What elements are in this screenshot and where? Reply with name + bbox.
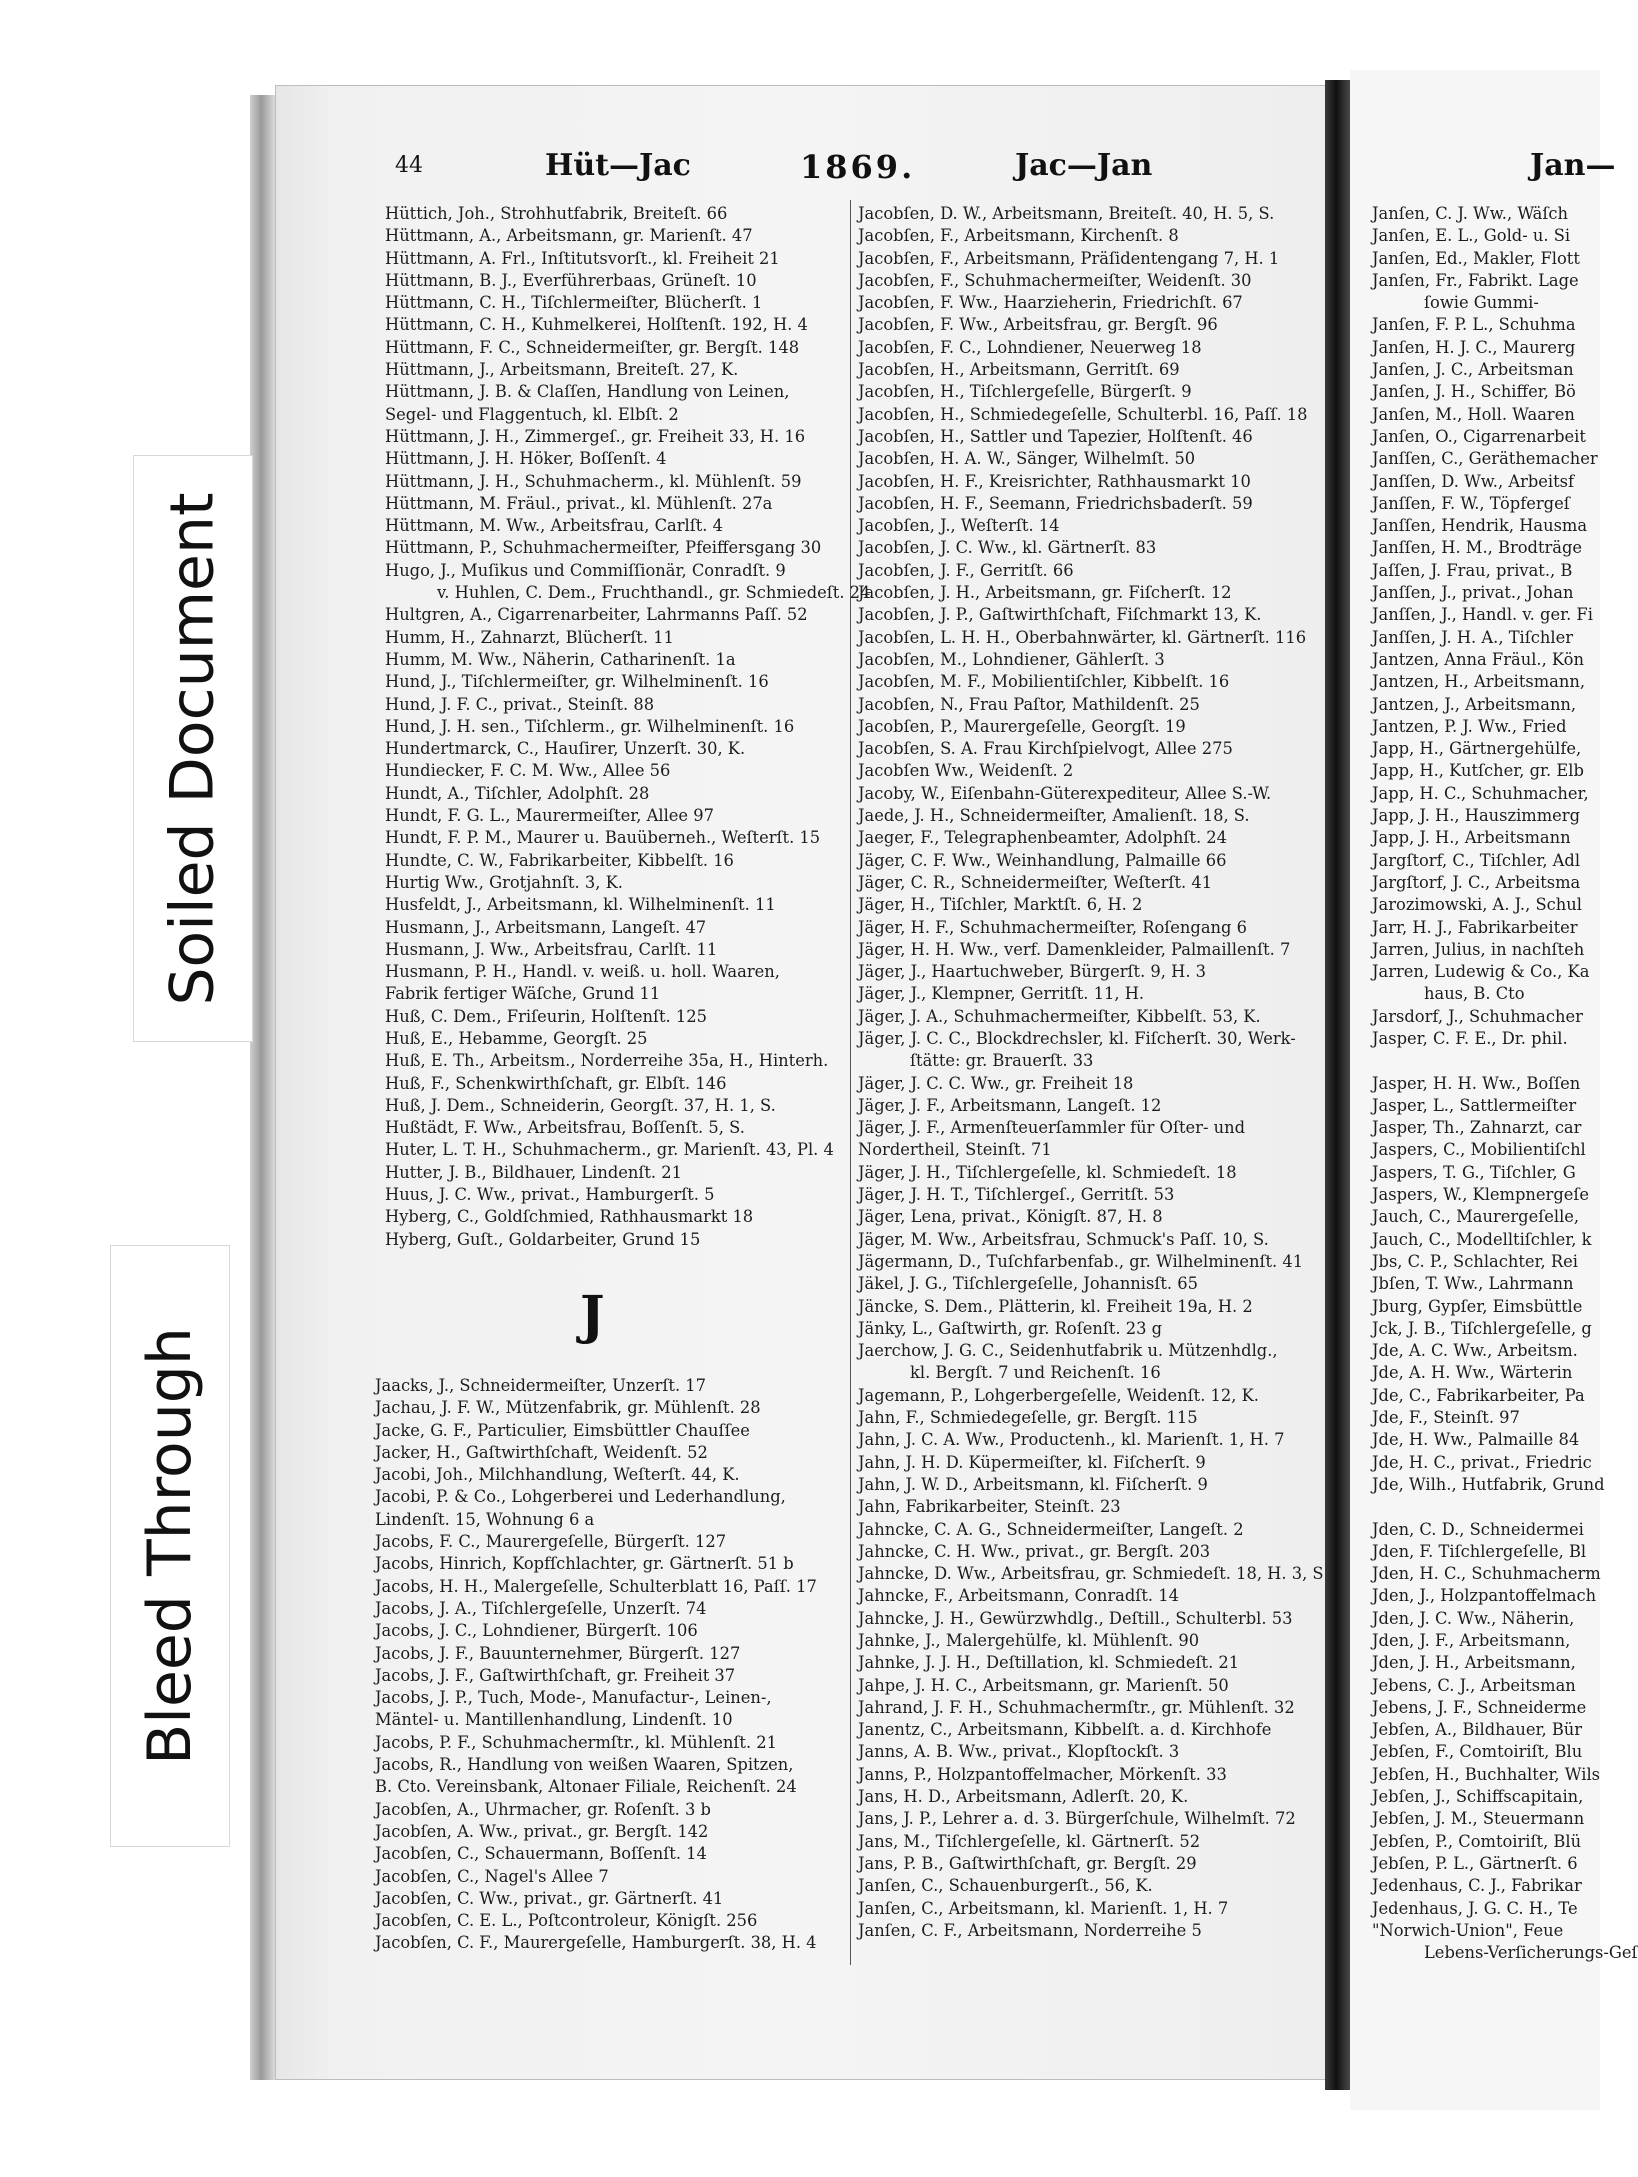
directory-entry: Hüttmann, M. Ww., Arbeitsfrau, Carlſt. 4 [385,516,724,536]
directory-entry: Jasper, H. H. Ww., Boſſen [1372,1073,1581,1093]
directory-entry: Jantzen, Anna Fräul., Kön [1372,649,1584,669]
directory-entry: Jahn, J. W. D., Arbeitsmann, kl. Fiſcherſt. 9 [858,1474,1208,1494]
directory-entry: Jacobs, J. F., Bauunternehmer, Bürgerſt. 127 [375,1643,741,1663]
directory-entry: "Norwich-Union", Feue [1372,1920,1564,1940]
directory-entry: Jantzen, H., Arbeitsmann, [1372,672,1586,692]
directory-entry: Husmann, J. Ww., Arbeitsfrau, Carlſt. 11 [385,939,718,959]
directory-entry: Jahncke, J. H., Gewürzwhdlg., Deſtill., Schulterbl. 53 [858,1608,1293,1628]
directory-entry: Jacobſen, N., Frau Paſtor, Mathildenſt. 25 [858,694,1200,714]
directory-entry: Jebens, J. F., Schneiderme [1372,1697,1587,1717]
directory-entry: Jaspers, W., Klempnergeſe [1372,1185,1590,1205]
directory-entry: Jahncke, D. Ww., Arbeitsfrau, gr. Schmiedeſt. 18, H. 3, S [858,1564,1324,1584]
directory-entry: Jänky, L., Gaſtwirth, gr. Roſenſt. 23 g [858,1318,1163,1338]
directory-entry: Jde, C., Fabrikarbeiter, Pa [1372,1385,1585,1405]
directory-entry: Hüttmann, M. Fräul., privat., kl. Mühlenſt. 27a [385,493,773,513]
directory-entry: Janſen, O., Cigarrenarbeit [1372,426,1586,446]
directory-entry: v. Huhlen, C. Dem., Fruchthandl., gr. Schmiedeſt. 24 [437,583,871,603]
directory-entry: Hüttmann, P., Schuhmachermeiſter, Pfeiffersgang 30 [385,538,822,558]
directory-entry: Jans, H. D., Arbeitsmann, Adlerſt. 20, K. [858,1787,1189,1807]
directory-entry: Janſen, C. J. Ww., Wäſch [1372,204,1568,223]
directory-entry: Jacobs, J. P., Tuch, Mode-, Manufactur-, Leinen-, [375,1688,772,1708]
directory-entry: Jebſen, J., Schiffscapitain, [1372,1787,1584,1807]
directory-entry: Jde, H. C., privat., Friedric [1372,1452,1592,1472]
directory-entry: Hüttmann, J. H. Höker, Boſſenſt. 4 [385,449,667,469]
directory-entry: Huß, E. Th., Arbeitsm., Norderreihe 35a, H., Hinterh. [385,1051,829,1071]
directory-entry: Janſen, C., Schauenburgerſt., 56, K. [858,1876,1153,1896]
directory-entry: Jahn, F., Schmiedegeſelle, gr. Bergſt. 115 [858,1408,1198,1428]
directory-entry: Hurtig Ww., Grotjahnſt. 3, K. [385,872,623,892]
directory-entry: Jacobſen, H. F., Kreisrichter, Rathhausmarkt 10 [858,471,1251,491]
directory-entry: Janns, A. B. Ww., privat., Klopſtockſt. 3 [858,1742,1180,1762]
directory-entry: Jahrand, J. F. H., Schuhmachermſtr., gr. Mühlenſt. 32 [858,1697,1295,1717]
directory-entry: Jäkel, J. G., Tiſchlergeſelle, Johannisſt. 65 [858,1274,1198,1294]
directory-entry: Hüttmann, B. J., Everführerbaas, Grüneſt. 10 [385,270,757,290]
directory-entry: Husmann, P. H., Handl. v. weiß. u. holl. Waaren, [385,962,780,982]
directory-entry: Jäger, J. C. C., Blockdrechsler, kl. Fiſcherſt. 30, Werk- [858,1028,1296,1048]
directory-entry: Jedenhaus, J. G. C. H., Te [1372,1898,1578,1918]
next-page-range-header: Jan— [1530,148,1616,183]
directory-entry: Hüttich, Joh., Strohhutfabrik, Breiteſt. 66 [385,204,728,223]
directory-entry: Jäger, J. A., Schuhmachermeiſter, Kibbelſt. 53, K. [858,1006,1261,1026]
directory-entry: Janſen, Ed., Makler, Flott [1372,248,1580,268]
directory-entry: Janſen, J. C., Arbeitsman [1372,360,1574,380]
directory-entry: Huß, J. Dem., Schneiderin, Georgſt. 37, H. 1, S. [385,1095,776,1115]
column-right-partial [1372,203,1638,1964]
directory-entry: Jacobſen, F. C., Lohndiener, Neuerweg 18 [858,337,1202,357]
directory-entry: Japp, J. H., Arbeitsmann [1372,828,1571,848]
directory-entry: Humm, M. Ww., Näherin, Catharinenſt. 1a [385,649,736,669]
directory-entry: Jacobſen, J. H., Arbeitsmann, gr. Fiſcherſt. 12 [858,583,1232,603]
directory-entry: Jasper, C. F. E., Dr. phil. [1372,1028,1568,1048]
directory-entry: Jden, J. H., Arbeitsmann, [1372,1653,1576,1673]
directory-entry: Jacker, H., Gaſtwirthſchaft, Weidenſt. 52 [375,1442,708,1462]
directory-entry: Jacobs, Hinrich, Kopfſchlachter, gr. Gärtnerſt. 51 b [375,1554,794,1574]
directory-entry: Hundt, F. P. M., Maurer u. Bauüberneh., Weſterſt. 15 [385,828,821,848]
directory-entry: Jden, C. D., Schneidermei [1372,1519,1584,1539]
directory-entry: Japp, H., Gärtnergehülfe, [1372,739,1582,759]
directory-entry: Hundertmarck, C., Hauſirer, Unzerſt. 30, K. [385,739,746,759]
directory-entry: Jacobs, F. C., Maurergeſelle, Bürgerſt. 127 [375,1532,727,1552]
directory-entry: Hüttmann, A. Frl., Inſtitutsvorſt., kl. Freiheit 21 [385,248,780,268]
directory-entry: Hund, J., Tiſchlermeiſter, gr. Wilhelminenſt. 16 [385,672,769,692]
directory-entry: Jasper, L., Sattlermeiſter [1372,1095,1577,1115]
directory-entry: Hüttmann, J. B. & Claſſen, Handlung von Leinen, [385,382,790,402]
directory-entry: Jarr, H. J., Fabrikarbeiter [1372,917,1578,937]
directory-entry: Janentz, C., Arbeitsmann, Kibbelſt. a. d. Kirchhofe [858,1720,1272,1740]
directory-entry: Japp, J. H., Hauszimmerg [1372,806,1581,826]
directory-entry: Japp, H. C., Schuhmacher, [1372,783,1589,803]
directory-entry: Jägermann, D., Tuſchfarbenfab., gr. Wilhelminenſt. 41 [858,1251,1304,1271]
directory-entry: Jahncke, C. H. Ww., privat., gr. Bergſt. 203 [858,1541,1211,1561]
directory-entry: Jagemann, P., Lohgerbergeſelle, Weidenſt. 12, K. [858,1385,1259,1405]
directory-entry: Jahncke, C. A. G., Schneidermeiſter, Langeſt. 2 [858,1519,1244,1539]
directory-entry: Janſſen, J. H. A., Tiſchler [1372,627,1574,647]
directory-entry: Jarsdorf, J., Schuhmacher [1372,1006,1583,1026]
directory-entry: Jden, J. F., Arbeitsmann, [1372,1631,1571,1650]
directory-entry: Janſen, E. L., Gold- u. Si [1372,226,1571,246]
directory-entry: Jck, J. B., Tiſchlergeſelle, g [1372,1318,1592,1338]
directory-entry: Jacobſen, H., Schmiedegeſelle, Schulterbl. 16, Paſſ. 18 [858,404,1308,424]
directory-entry: Hüttmann, J. H., Zimmergeſ., gr. Freiheit 33, H. 16 [385,426,806,446]
directory-entry: Husfeldt, J., Arbeitsmann, kl. Wilhelminenſt. 11 [385,895,776,915]
column-middle [858,203,1324,1942]
directory-entry: Jden, F. Tiſchlergeſelle, Bl [1372,1541,1587,1561]
directory-entry: Huß, E., Hebamme, Georgſt. 25 [385,1028,648,1048]
directory-entry: Jaspers, T. G., Tiſchler, G [1372,1162,1576,1182]
directory-entry: Jahn, J. C. A. Ww., Productenh., kl. Marienſt. 1, H. 7 [858,1430,1285,1450]
directory-entry: Jacobſen, F., Arbeitsmann, Kirchenſt. 8 [858,226,1179,246]
directory-entry: Jacobſen, M. F., Mobilientiſchler, Kibbelſt. 16 [858,672,1230,692]
directory-entry: Jantzen, J., Arbeitsmann, [1372,694,1577,714]
directory-entry: Janſen, J. H., Schiffer, Bö [1372,382,1576,402]
directory-entry: Jargſtorf, C., Tiſchler, Adl [1372,850,1581,870]
directory-entry: Nordertheil, Steinſt. 71 [858,1140,1052,1160]
directory-entry: Jaspers, C., Mobilientiſchl [1372,1140,1586,1160]
directory-entry: Mäntel- u. Mantillenhandlung, Lindenſt. 10 [375,1710,733,1730]
directory-entry: Janſen, C., Arbeitsmann, kl. Marienſt. 1, H. 7 [858,1898,1229,1918]
directory-entry: Jedenhaus, C. J., Fabrikar [1372,1876,1582,1896]
soiled-document-tag: Soiled Document [133,455,253,1042]
directory-entry: Jacobſen, F., Arbeitsmann, Präſidentengang 7, H. 1 [858,248,1280,268]
directory-entry: Jacobſen, L. H. H., Oberbahnwärter, kl. Gärtnerſt. 116 [858,627,1307,647]
directory-entry: Hugo, J., Muſikus und Commiſſionär, Conradſt. 9 [385,560,786,580]
directory-entry: Jacoby, W., Eiſenbahn-Güterexpediteur, Allee S.-W. [858,783,1272,803]
directory-entry: Jäger, J. H. T., Tiſchlergeſ., Gerritſt. 53 [858,1185,1175,1205]
bleed-through-tag: Bleed Through [110,1245,230,1847]
directory-entry: Hußtädt, F. Ww., Arbeitsfrau, Boſſenſt. 5, S. [385,1118,745,1138]
directory-entry: Jacobi, P. & Co., Lohgerberei und Lederhandlung, [375,1487,786,1507]
directory-entry: Jäger, H. H. Ww., verf. Damenkleider, Palmaillenſt. 7 [858,939,1291,959]
directory-entry: Jacobſen, F. Ww., Haarzieherin, Friedrichſt. 67 [858,293,1243,313]
directory-entry: Jacobſen, C. F., Maurergeſelle, Hamburgerſt. 38, H. 4 [375,1933,817,1953]
directory-entry: Jauch, C., Maurergeſelle, [1372,1207,1580,1227]
directory-entry: Jacobi, Joh., Milchhandlung, Weſterſt. 44, K. [375,1465,740,1485]
directory-entry: Jacobſen, H. A. W., Sänger, Wilhelmſt. 50 [858,449,1196,469]
directory-entry: Husmann, J., Arbeitsmann, Langeſt. 47 [385,917,707,937]
directory-entry: Jaſſen, J. Frau, privat., B [1372,560,1573,580]
directory-entry: Jden, J. C. Ww., Näherin, [1372,1608,1575,1628]
directory-entry: Fabrik fertiger Wäſche, Grund 11 [385,984,661,1004]
directory-entry: Jahncke, F., Arbeitsmann, Conradſt. 14 [858,1586,1179,1606]
directory-entry: Jacobſen, M., Lohndiener, Gählerſt. 3 [858,649,1165,669]
directory-entry: ſtätte: gr. Brauerſt. 33 [910,1051,1094,1071]
year-header: 1869. [800,148,916,186]
directory-entry: Jacobſen, C., Nagel's Allee 7 [375,1866,609,1886]
directory-entry: kl. Bergſt. 7 und Reichenſt. 16 [910,1363,1161,1383]
directory-entry: Hyberg, C., Goldſchmied, Rathhausmarkt 18 [385,1207,754,1227]
directory-entry: Jebſen, A., Bildhauer, Bür [1372,1720,1583,1740]
directory-entry: Jacobſen, J. F., Gerritſt. 66 [858,560,1074,580]
directory-entry: Jahnke, J. J. H., Deſtillation, kl. Schmiedeſt. 21 [858,1653,1240,1673]
directory-entry: Jebens, C. J., Arbeitsman [1372,1675,1576,1695]
directory-entry: Jäger, M. Ww., Arbeitsfrau, Schmuck's Paſſ. 10, S. [858,1229,1269,1249]
directory-entry: Huter, L. T. H., Schuhmacherm., gr. Marienſt. 43, Pl. 4 [385,1140,834,1160]
directory-entry: Jebſen, H., Buchhalter, Wils [1372,1764,1600,1784]
directory-entry: Jden, H. C., Schuhmacherm [1372,1564,1601,1584]
directory-entry: Hüttmann, A., Arbeitsmann, gr. Marienſt. 47 [385,226,753,246]
directory-entry: Jacobſen, C., Schauermann, Boſſenſt. 14 [375,1844,707,1864]
directory-entry: Jäger, J. C. C. Ww., gr. Freiheit 18 [858,1073,1134,1093]
directory-entry: Huß, C. Dem., Friſeurin, Holſtenſt. 125 [385,1006,707,1026]
directory-entry: Jacobſen, A., Uhrmacher, gr. Roſenſt. 3 b [375,1799,711,1819]
directory-entry: Jacobſen Ww., Weidenſt. 2 [858,761,1074,781]
directory-entry: Jachau, J. F. W., Mützenfabrik, gr. Mühlenſt. 28 [375,1398,761,1418]
directory-entry: Huus, J. C. Ww., privat., Hamburgerſt. 5 [385,1185,715,1205]
directory-entry: Jde, Wilh., Hutfabrik, Grund [1372,1474,1605,1494]
directory-entry: Jäncke, S. Dem., Plätterin, kl. Freiheit 19a, H. 2 [858,1296,1253,1316]
directory-entry: Jacobſen, A. Ww., privat., gr. Bergſt. 142 [375,1821,709,1841]
directory-entry: Janſſen, C., Geräthemacher [1372,449,1598,469]
directory-entry: Jahnke, J., Malergehülfe, kl. Mühlenſt. 90 [858,1631,1200,1650]
directory-entry: Hund, J. H. sen., Tiſchlerm., gr. Wilhelminenſt. 16 [385,716,795,736]
directory-entry: Jäger, H., Tiſchler, Marktſt. 6, H. 2 [858,895,1143,915]
directory-entry: Hüttmann, J., Arbeitsmann, Breiteſt. 27, K. [385,360,739,380]
directory-entry: Jacobſen, S. A. Frau Kirchſpielvogt, Allee 275 [858,739,1233,759]
directory-entry: Jarren, Julius, in nachſteh [1372,939,1585,959]
directory-entry: Jahn, J. H. D. Küpermeiſter, kl. Fiſcherſt. 9 [858,1452,1206,1472]
scanner-background [0,0,250,2177]
directory-entry: Janſen, Fr., Fabrikt. Lage [1372,270,1579,290]
directory-entry: Lindenſt. 15, Wohnung 6 a [375,1509,595,1529]
directory-entry: Segel- und Flaggentuch, kl. Elbſt. 2 [385,404,679,424]
directory-entry: Jacobſen, C. E. L., Poſtcontroleur, Königſt. 256 [375,1911,758,1931]
directory-entry: Jacobſen, J. P., Gaſtwirthſchaft, Fiſchmarkt 13, K. [858,605,1262,625]
directory-entry: Jahpe, J. H. C., Arbeitsmann, gr. Marienſt. 50 [858,1675,1229,1695]
directory-entry: Janſen, H. J. C., Maurerg [1372,337,1576,357]
directory-entry: Janſen, M., Holl. Waaren [1372,404,1575,424]
directory-entry: Japp, H., Kutſcher, gr. Elb [1372,761,1584,781]
directory-entry: Hultgren, A., Cigarrenarbeiter, Lahrmanns Paſſ. 52 [385,605,808,625]
column-left-upper [385,203,871,1251]
section-letter-j: J [580,1285,605,1346]
directory-entry: Jacobſen, H., Tiſchlergeſelle, Bürgerſt. 9 [858,382,1192,402]
directory-entry: Janſen, F. P. L., Schuhma [1372,315,1576,335]
directory-entry: Jacobſen, H., Sattler und Tapezier, Holſtenſt. 46 [858,426,1253,446]
directory-entry: Jacobs, R., Handlung von weißen Waaren, Spitzen, [375,1755,794,1775]
book-edge [250,95,278,2080]
directory-entry: Jacobſen, D. W., Arbeitsmann, Breiteſt. 40, H. 5, S. [858,204,1275,223]
directory-entry: Jacobs, P. F., Schuhmachermſtr., kl. Mühlenſt. 21 [375,1732,778,1752]
directory-entry: Jacobſen, F. Ww., Arbeitsfrau, gr. Bergſt. 96 [858,315,1218,335]
directory-entry: Jde, F., Steinſt. 97 [1372,1408,1520,1428]
directory-entry: Jäger, J. H., Tiſchlergeſelle, kl. Schmiedeſt. 18 [858,1162,1237,1182]
directory-entry: Jäger, J., Klempner, Gerritſt. 11, H. [858,984,1145,1004]
directory-entry: Jbs, C. P., Schlachter, Rei [1372,1251,1578,1271]
directory-entry: Jans, P. B., Gaſtwirthſchaft, gr. Bergſt. 29 [858,1853,1197,1873]
directory-entry: Jaede, J. H., Schneidermeiſter, Amalienſt. 18, S. [858,806,1250,826]
directory-entry: Jebſen, P. L., Gärtnerſt. 6 [1372,1853,1578,1873]
directory-entry: Jacobs, J. C., Lohndiener, Bürgerſt. 106 [375,1621,698,1641]
directory-entry: Jargſtorf, J. C., Arbeitsma [1372,872,1581,892]
directory-entry: Janſſen, Hendrik, Hausma [1372,516,1588,536]
directory-entry: Jäger, H. F., Schuhmachermeiſter, Roſengang 6 [858,917,1247,937]
directory-entry: Jacobſen, J., Weſterſt. 14 [858,516,1060,536]
directory-entry: Hundiecker, F. C. M. Ww., Allee 56 [385,761,671,781]
directory-entry: Hundt, F. G. L., Maurermeiſter, Allee 97 [385,806,714,826]
directory-entry: Jäger, C. F. Ww., Weinhandlung, Palmaille 66 [858,850,1227,870]
directory-entry: Jacke, G. F., Particulier, Eimsbüttler Chauſſee [375,1420,750,1440]
directory-entry: Jebſen, F., Comtoiriſt, Blu [1372,1742,1583,1762]
directory-entry: Jacobſen, F., Schuhmachermeiſter, Weidenſt. 30 [858,270,1252,290]
directory-entry: Jans, M., Tiſchlergeſelle, kl. Gärtnerſt. 52 [858,1831,1201,1851]
directory-entry: Janns, P., Holzpantoffelmacher, Mörkenſt. 33 [858,1764,1227,1784]
directory-entry [1372,1496,1612,1518]
directory-entry: Janſen, C. F., Arbeitsmann, Norderreihe 5 [858,1920,1202,1940]
directory-entry: Hüttmann, F. C., Schneidermeiſter, gr. Bergſt. 148 [385,337,800,357]
directory-entry: B. Cto. Vereinsbank, Altonaer Filiale, Reichenſt. 24 [375,1777,797,1797]
directory-entry: Lebens-Verſicherungs-Geſ [1424,1943,1638,1963]
directory-entry: Jasper, Th., Zahnarzt, car [1372,1118,1582,1138]
directory-entry: Janſſen, J., privat., Johan [1372,583,1574,603]
directory-entry: Jebſen, J. M., Steuermann [1372,1809,1585,1829]
directory-entry: Jde, H. Ww., Palmaille 84 [1372,1430,1580,1450]
directory-entry: Jacobſen, H. F., Seemann, Friedrichsbaderſt. 59 [858,493,1253,513]
directory-entry: Jäger, C. R., Schneidermeiſter, Weſterſt. 41 [858,872,1213,892]
directory-entry: Jauch, C., Modelltiſchler, k [1372,1229,1592,1249]
directory-entry: Jans, J. P., Lehrer a. d. 3. Bürgerſchule, Wilhelmſt. 72 [858,1809,1296,1829]
directory-entry: Jden, J., Holzpantoffelmach [1372,1586,1597,1606]
directory-entry: ſowie Gummi- [1424,293,1539,313]
directory-entry: Janſſen, F. W., Töpfergeſ [1372,493,1570,513]
directory-entry: Jäger, J., Haartuchweber, Bürgerſt. 9, H. 3 [858,962,1207,982]
column-left-lower [375,1375,837,1955]
page-number: 44 [395,153,423,178]
directory-entry [1372,1050,1612,1072]
right-range-header: Jac—Jan [1015,148,1153,183]
directory-entry: Janſſen, J., Handl. v. ger. Fi [1372,605,1593,625]
directory-entry: Janſſen, D. Ww., Arbeitsf [1372,471,1575,491]
directory-entry: Janſſen, H. M., Brodträge [1372,538,1583,558]
directory-entry: Jebſen, P., Comtoiriſt, Blü [1372,1831,1582,1851]
directory-entry: Hundte, C. W., Fabrikarbeiter, Kibbelſt. 16 [385,850,734,870]
directory-entry: Jacobs, J. F., Gaſtwirthſchaft, gr. Freiheit 37 [375,1665,736,1685]
directory-entry: Jde, A. H. Ww., Wärterin [1372,1363,1573,1383]
directory-entry: Jacobs, H. H., Malergeſelle, Schulterblatt 16, Paſſ. 17 [375,1576,817,1596]
directory-entry: Hüttmann, C. H., Kuhmelkerei, Holſtenſt. 192, H. 4 [385,315,808,335]
directory-entry: haus, B. Cto [1424,984,1525,1004]
directory-entry: Jaeger, F., Telegraphenbeamter, Adolphſt. 24 [858,828,1228,848]
left-range-header: Hüt—Jac [545,148,691,183]
book-gutter [1325,80,1353,2090]
directory-entry: Jacobſen, H., Arbeitsmann, Gerritſt. 69 [858,360,1180,380]
directory-entry: Hutter, J. B., Bildhauer, Lindenſt. 21 [385,1162,682,1182]
directory-entry: Jarozimowski, A. J., Schul [1372,895,1582,915]
directory-entry: Jacobs, J. A., Tiſchlergeſelle, Unzerſt. 74 [375,1598,707,1618]
directory-entry: Jäger, Lena, privat., Königſt. 87, H. 8 [858,1207,1163,1227]
directory-entry: Jacobſen, P., Maurergeſelle, Georgſt. 19 [858,716,1186,736]
directory-entry: Jarren, Ludewig & Co., Ka [1372,962,1590,982]
directory-entry: Jäger, J. F., Armenſteuerſammler für Oſter- und [858,1118,1246,1138]
directory-entry: Jde, A. C. Ww., Arbeitsm. [1372,1341,1578,1361]
directory-entry: Huß, F., Schenkwirthſchaft, gr. Elbſt. 146 [385,1073,727,1093]
directory-entry: Jaacks, J., Schneidermeiſter, Unzerſt. 17 [375,1376,707,1395]
directory-entry: Jahn, Fabrikarbeiter, Steinſt. 23 [858,1497,1121,1517]
directory-entry: Hund, J. F. C., privat., Steinſt. 88 [385,694,655,714]
directory-entry: Jburg, Gypſer, Eimsbüttle [1372,1296,1583,1316]
directory-entry: Humm, H., Zahnarzt, Blücherſt. 11 [385,627,674,647]
directory-entry: Jäger, J. F., Arbeitsmann, Langeſt. 12 [858,1095,1162,1115]
directory-entry: Jantzen, P. J. Ww., Fried [1372,716,1567,736]
directory-entry: Jbſen, T. Ww., Lahrmann [1372,1274,1574,1294]
directory-entry: Hundt, A., Tiſchler, Adolphſt. 28 [385,783,650,803]
directory-entry: Hüttmann, J. H., Schuhmacherm., kl. Mühlenſt. 59 [385,471,802,491]
directory-entry: Jacobſen, C. Ww., privat., gr. Gärtnerſt. 41 [375,1888,724,1908]
column-divider [850,200,851,1965]
directory-entry: Hüttmann, C. H., Tiſchlermeiſter, Blücherſt. 1 [385,293,763,313]
directory-entry: Hyberg, Guſt., Goldarbeiter, Grund 15 [385,1229,701,1249]
directory-entry: Jacobſen, J. C. Ww., kl. Gärtnerſt. 83 [858,538,1157,558]
directory-entry: Jaerchow, J. G. C., Seidenhutfabrik u. Mützenhdlg., [858,1341,1278,1361]
